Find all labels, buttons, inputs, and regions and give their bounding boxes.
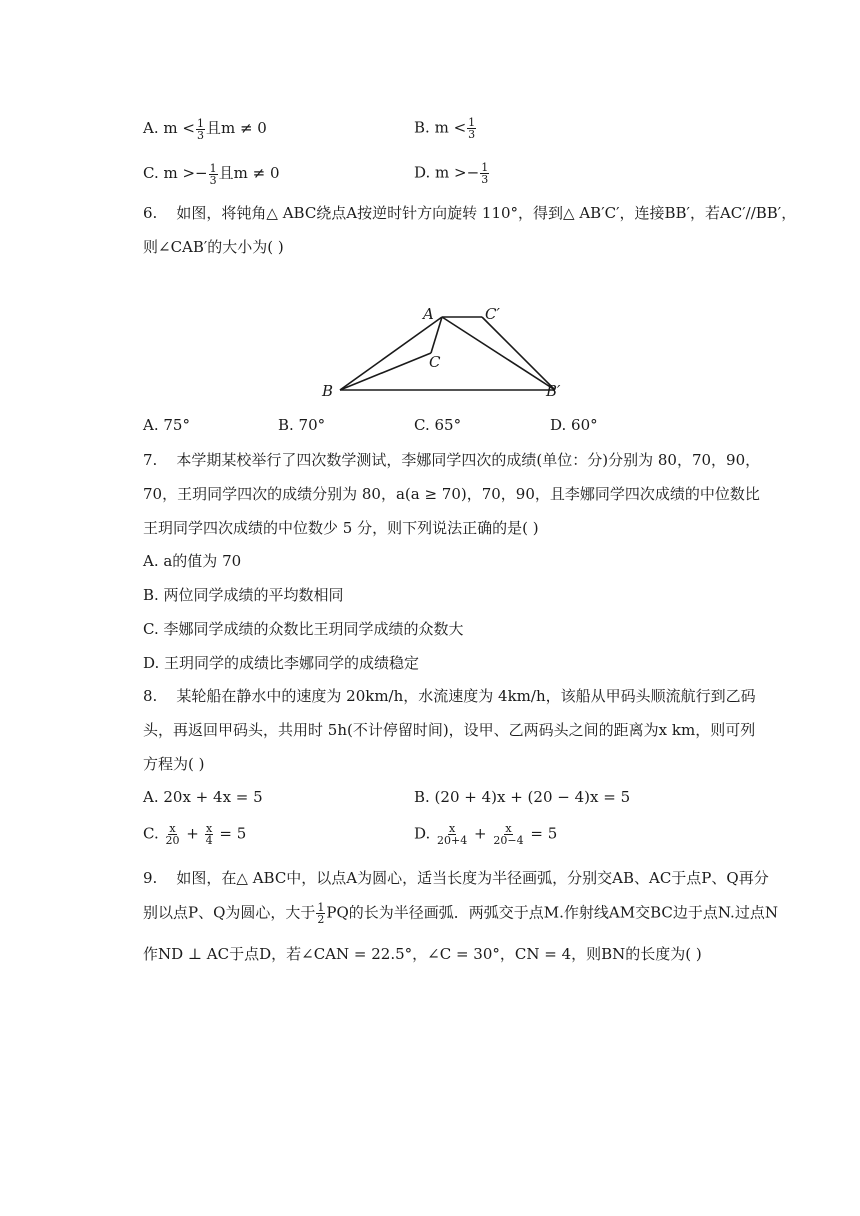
operator: + xyxy=(474,824,487,843)
question-number: 8. xyxy=(143,687,158,705)
q8-option-a: A. 20x + 4x = 5 xyxy=(143,788,263,806)
q5-option-a xyxy=(143,117,267,141)
q7-stem-line2: 70，王玥同学四次的成绩分别为 80，a(a ≥ 70)，70，90，且李娜同学四次成绩的中位数比 xyxy=(143,485,760,503)
q6-option-a: A. 75° xyxy=(143,416,190,434)
label-c: C xyxy=(429,353,441,371)
q5-option-d xyxy=(414,162,490,185)
label-b-prime: B′ xyxy=(546,382,561,400)
fraction xyxy=(209,163,218,186)
option-text: m >− xyxy=(163,164,208,182)
option-text: m < xyxy=(434,118,467,137)
fraction-numerator: 1 xyxy=(196,116,204,130)
q9-stem-line3: 作ND ⊥ AC于点D，若∠CAN = 22.5°，∠C = 30°，CN = 4，则BN的长度为( ) xyxy=(143,945,702,963)
fraction xyxy=(196,118,205,141)
question-text: PQ的长为半径画弧．两弧交于点M.作射线AM交BC边于点N.过点N xyxy=(326,903,778,922)
label-a: A xyxy=(423,305,434,323)
option-text: m < xyxy=(163,119,195,137)
q9-stem-line2 xyxy=(143,902,778,925)
question-text: 如图，在△ ABC中，以点A为圆心，适当长度为半径画弧，分别交AB、AC于点P、Q再分 xyxy=(176,869,769,887)
fraction-denominator: 3 xyxy=(481,173,489,186)
question-text: 某轮船在静水中的速度为 20km/h，水流速度为 4km/h，该船从甲码头顺流航行到乙码 xyxy=(176,687,756,705)
operator: + xyxy=(186,824,199,843)
q8-stem-line2: 头，再返回甲码头，共用时 5h(不计停留时间)，设甲、乙两码头之间的距离为x km，则可列 xyxy=(143,721,756,739)
question-text: 如图，将钝角△ ABC绕点A按逆时针方向旋转 110°，得到△ AB′C′，连接BB′，若AC′//BB′， xyxy=(176,204,797,222)
q8-option-b: B. (20 + 4)x + (20 − 4)x = 5 xyxy=(414,788,631,806)
q7-option-a: A. a的值为 70 xyxy=(143,552,242,570)
option-text: 且m ≠ 0 xyxy=(218,164,280,182)
q7-option-c: C. 李娜同学成绩的众数比王玥同学成绩的众数大 xyxy=(143,620,464,638)
segment-bc xyxy=(340,353,431,390)
option-label: C. xyxy=(143,164,159,182)
q6-option-b: B. 70° xyxy=(278,416,326,434)
q6-option-d: D. 60° xyxy=(550,416,598,434)
fraction-denominator: 3 xyxy=(196,128,204,142)
option-text: m >− xyxy=(435,163,480,182)
fraction-denominator: 20 xyxy=(165,834,180,847)
q6-geometry-figure xyxy=(310,295,580,405)
fraction-numerator: 1 xyxy=(468,116,476,129)
label-b: B xyxy=(322,382,334,400)
q7-option-d: D. 王玥同学的成绩比李娜同学的成绩稳定 xyxy=(143,654,420,672)
fraction-numerator: x xyxy=(206,822,213,835)
q8-stem-line1 xyxy=(143,686,756,706)
fraction-denominator: 3 xyxy=(468,128,476,141)
option-label: D. xyxy=(414,824,431,843)
fraction xyxy=(492,823,524,846)
q9-stem-line1 xyxy=(143,868,769,888)
q8-stem-line3: 方程为( ) xyxy=(143,755,205,773)
question-number: 7. xyxy=(143,451,158,469)
segment-a-b-prime xyxy=(442,317,555,390)
q6-stem-line2 xyxy=(143,237,284,257)
label-c-prime: C′ xyxy=(485,305,500,323)
option-label: A. xyxy=(143,119,159,137)
fraction-denominator: 2 xyxy=(317,913,325,926)
q5-option-b xyxy=(414,117,477,140)
question-number: 9. xyxy=(143,869,158,887)
fraction-denominator: 3 xyxy=(209,173,217,187)
fraction-numerator: x xyxy=(449,822,456,835)
fraction xyxy=(205,823,214,846)
equation-rhs: = 5 xyxy=(219,824,247,843)
equation-rhs: = 5 xyxy=(530,824,558,843)
q8-option-c xyxy=(143,823,246,846)
question-text: 本学期某校举行了四次数学测试，李娜同学四次的成绩(单位：分)分别为 80，70，90， xyxy=(176,451,761,469)
fraction-denominator: 4 xyxy=(205,834,213,847)
segment-ba xyxy=(340,317,442,390)
option-label: C. xyxy=(143,824,159,843)
segment-c-prime-b-prime xyxy=(482,317,555,390)
fraction-numerator: x xyxy=(169,822,176,835)
fraction-numerator: x xyxy=(505,822,512,835)
q6-stem-line1 xyxy=(143,203,796,223)
fraction-numerator: 1 xyxy=(481,161,489,174)
fraction-numerator: 1 xyxy=(209,161,217,175)
fraction-denominator: 20−4 xyxy=(493,834,524,847)
question-text: 别以点P、Q为圆心，大于 xyxy=(143,903,316,922)
q8-option-d xyxy=(414,823,557,846)
fraction xyxy=(316,902,325,925)
fraction-denominator: 20+4 xyxy=(437,834,468,847)
q7-option-b: B. 两位同学成绩的平均数相同 xyxy=(143,586,344,604)
fraction xyxy=(480,162,489,185)
q7-stem-line3: 王玥同学四次成绩的中位数少 5 分，则下列说法正确的是( ) xyxy=(143,519,539,537)
q7-stem-line1 xyxy=(143,450,760,470)
fraction xyxy=(467,117,476,140)
option-label: B. xyxy=(414,118,430,137)
q5-option-c xyxy=(143,162,280,186)
question-number: 6. xyxy=(143,204,158,222)
option-text: 且m ≠ 0 xyxy=(205,119,267,137)
fraction xyxy=(165,823,181,846)
fraction-numerator: 1 xyxy=(317,901,325,914)
option-label: D. xyxy=(414,163,431,182)
question-text: 则∠CAB′的大小为( ) xyxy=(143,238,284,256)
fraction xyxy=(436,823,468,846)
q6-option-c: C. 65° xyxy=(414,416,462,434)
